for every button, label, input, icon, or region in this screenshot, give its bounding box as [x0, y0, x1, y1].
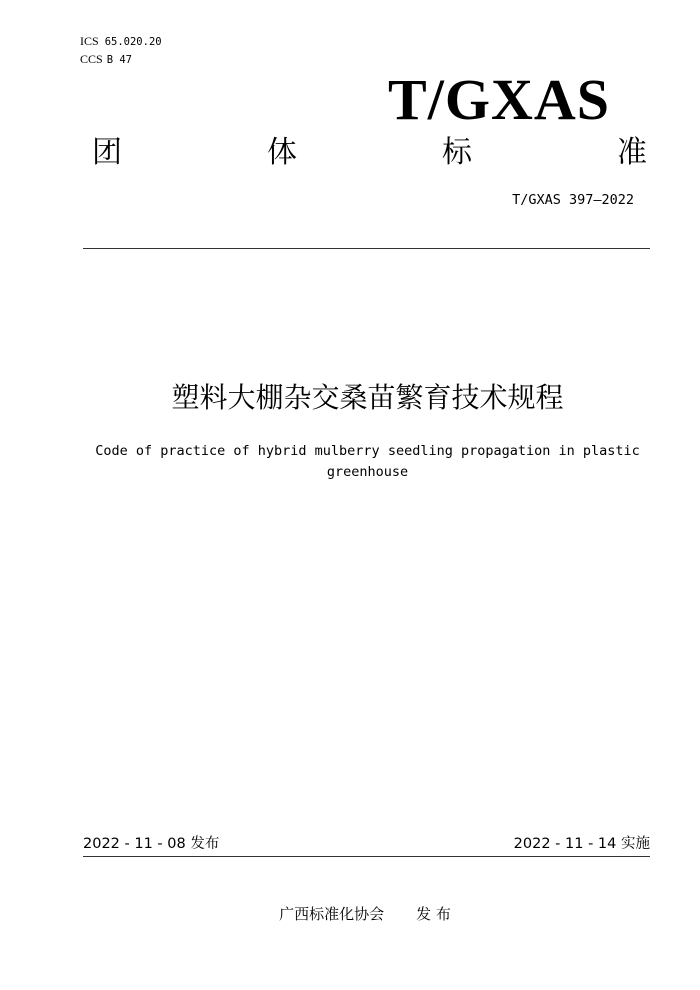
ics-label: ICS: [80, 34, 99, 48]
issue-date: 2022 - 11 - 08 发布: [83, 836, 220, 852]
ccs-code: [80, 52, 132, 67]
ics-code: [80, 34, 162, 49]
standard-kind: [92, 134, 647, 174]
document-title-en: [85, 441, 650, 483]
title-en-line: greenhouse: [326, 464, 409, 480]
publish-label: 发 布: [416, 905, 451, 923]
publisher-name: 广西标准化协会: [279, 905, 385, 923]
footer-divider: [83, 856, 650, 857]
header-divider: [83, 248, 650, 249]
kind-char: 标: [442, 135, 472, 170]
ccs-label: CCS: [80, 52, 103, 66]
date-row: [83, 834, 650, 854]
ics-value: 65.020.20: [104, 36, 162, 48]
ccs-value: B 47: [106, 54, 132, 66]
kind-char: 团: [92, 135, 122, 170]
standard-number: T/GXAS 397—2022: [512, 192, 634, 208]
kind-char: 准: [617, 135, 647, 170]
title-en-line: Code of practice of hybrid mulberry seedling propagation in plastic: [95, 443, 640, 459]
kind-char: 体: [267, 135, 297, 170]
document-title-cn: 塑料大棚杂交桑苗繁育技术规程: [171, 381, 564, 414]
standard-brand: T/GXAS: [388, 67, 610, 132]
implement-date: 2022 - 11 - 14 实施: [513, 836, 650, 852]
publisher-line: [0, 903, 700, 925]
